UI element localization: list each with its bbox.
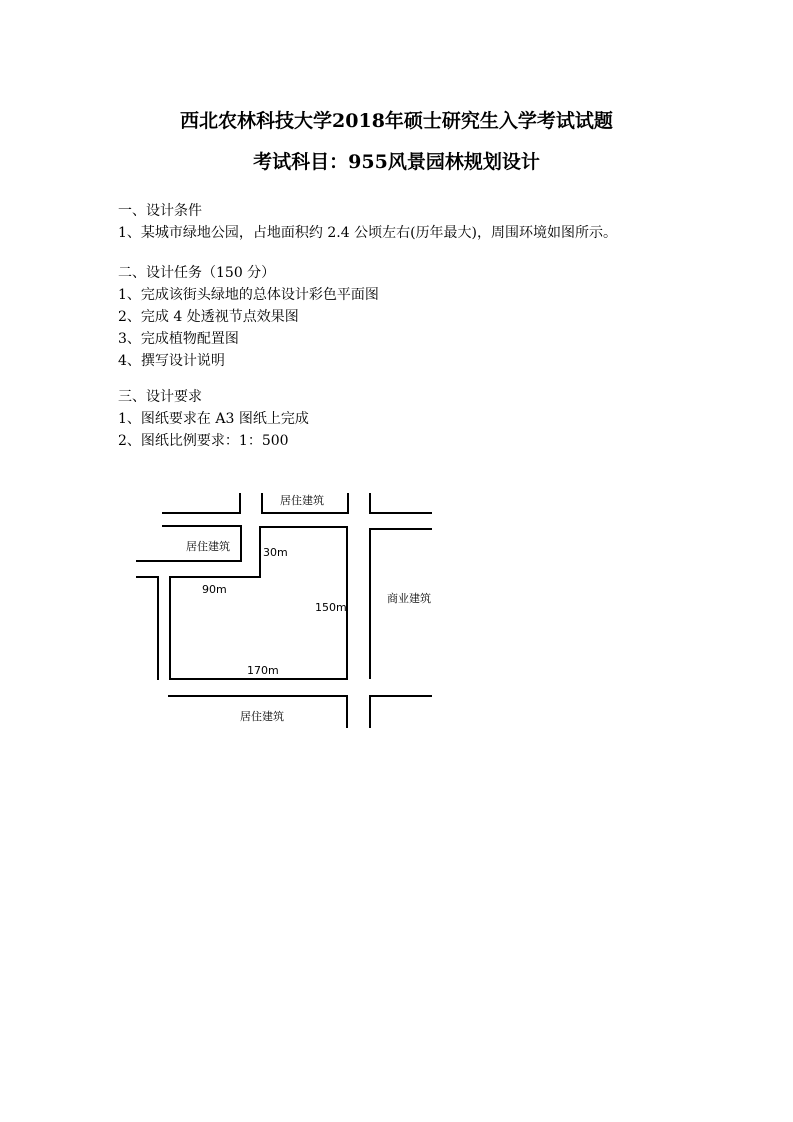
label-dim-90: 90m: [202, 583, 227, 596]
list-item: 3、完成植物配置图: [118, 331, 239, 347]
list-item: 1、完成该街头绿地的总体设计彩色平面图: [118, 287, 379, 303]
label-dim-150: 150m: [315, 601, 347, 614]
label-dim-170: 170m: [247, 664, 279, 677]
label-left-building: 居住建筑: [186, 540, 230, 553]
exam-title: 西北农林科技大学2018年硕士研究生入学考试试题: [180, 110, 613, 132]
section-heading: 一、设计条件: [118, 203, 202, 219]
road-edge: [370, 493, 432, 513]
section-requirements: [118, 386, 309, 452]
list-item: 2、图纸比例要求：1：500: [118, 433, 289, 449]
section-tasks: [118, 262, 379, 372]
list-item: 1、图纸要求在 A3 图纸上完成: [118, 411, 309, 427]
label-top-building: 居住建筑: [280, 494, 324, 507]
label-bottom-building: 居住建筑: [240, 710, 284, 723]
road-lines: [136, 493, 432, 728]
exam-subject: 考试科目：955风景园林规划设计: [253, 151, 540, 173]
road-edge: [370, 696, 432, 728]
section-heading: 二、设计任务（150 分）: [118, 265, 276, 281]
section-heading: 三、设计要求: [118, 389, 202, 405]
list-item: 4、撰写设计说明: [118, 353, 225, 369]
section-conditions: [118, 200, 617, 244]
site-plan-diagram: [120, 480, 450, 735]
label-dim-30: 30m: [263, 546, 288, 559]
road-edge: [136, 577, 158, 680]
label-right-building: 商业建筑: [387, 592, 431, 605]
road-edge: [162, 493, 240, 513]
list-item: 1、某城市绿地公园，占地面积约 2.4 公顷左右(历年最大)，周围环境如图所示。: [118, 225, 617, 241]
list-item: 2、完成 4 处透视节点效果图: [118, 309, 299, 325]
